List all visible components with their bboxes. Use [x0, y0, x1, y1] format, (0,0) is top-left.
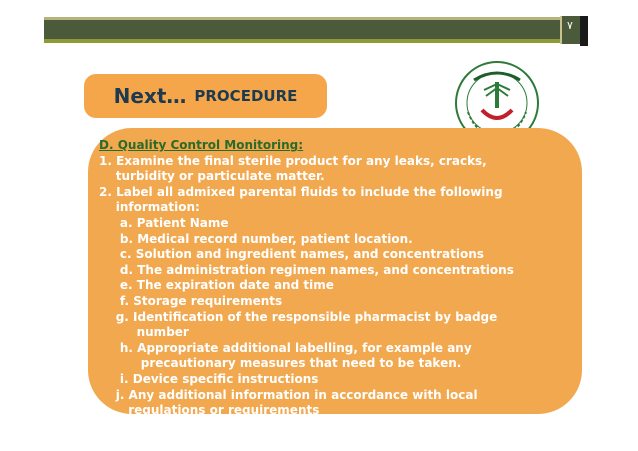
line-14: precautionary measures that need to be taken.	[99, 356, 462, 371]
title-main: Next…	[113, 84, 187, 108]
line-5: a. Patient Name	[99, 215, 229, 230]
procedure-text	[99, 138, 514, 419]
line-2: turbidity or particulate matter.	[99, 169, 325, 184]
corner-bar	[580, 16, 588, 46]
line-9: e. The expiration date and time	[99, 278, 334, 293]
page-number: ٧	[567, 19, 573, 32]
line-11: g. Identification of the responsible pharmacist by badge	[99, 309, 498, 324]
header-stripe-dark	[44, 20, 582, 39]
line-17: regulations or requirements	[99, 403, 320, 418]
line-15: i. Device specific instructions	[99, 371, 319, 386]
line-1: 1. Examine the final sterile product for any leaks, cracks,	[99, 153, 487, 168]
title-sub: PROCEDURE	[194, 87, 298, 105]
line-3: 2. Label all admixed parental fluids to include the following	[99, 184, 503, 199]
line-16: j. Any additional information in accordance with local	[99, 387, 478, 402]
line-13: h. Appropriate additional labelling, for example any	[99, 340, 472, 355]
line-4: information:	[99, 200, 200, 215]
line-10: f. Storage requirements	[99, 293, 283, 308]
line-7: c. Solution and ingredient names, and concentrations	[99, 247, 484, 262]
header-stripe-olive	[44, 39, 582, 43]
title-box	[84, 74, 327, 118]
section-heading: D. Quality Control Monitoring:	[99, 138, 304, 152]
line-12: number	[99, 325, 189, 340]
line-6: b. Medical record number, patient location.	[99, 231, 413, 246]
line-8: d. The administration regimen names, and concentrations	[99, 262, 514, 277]
